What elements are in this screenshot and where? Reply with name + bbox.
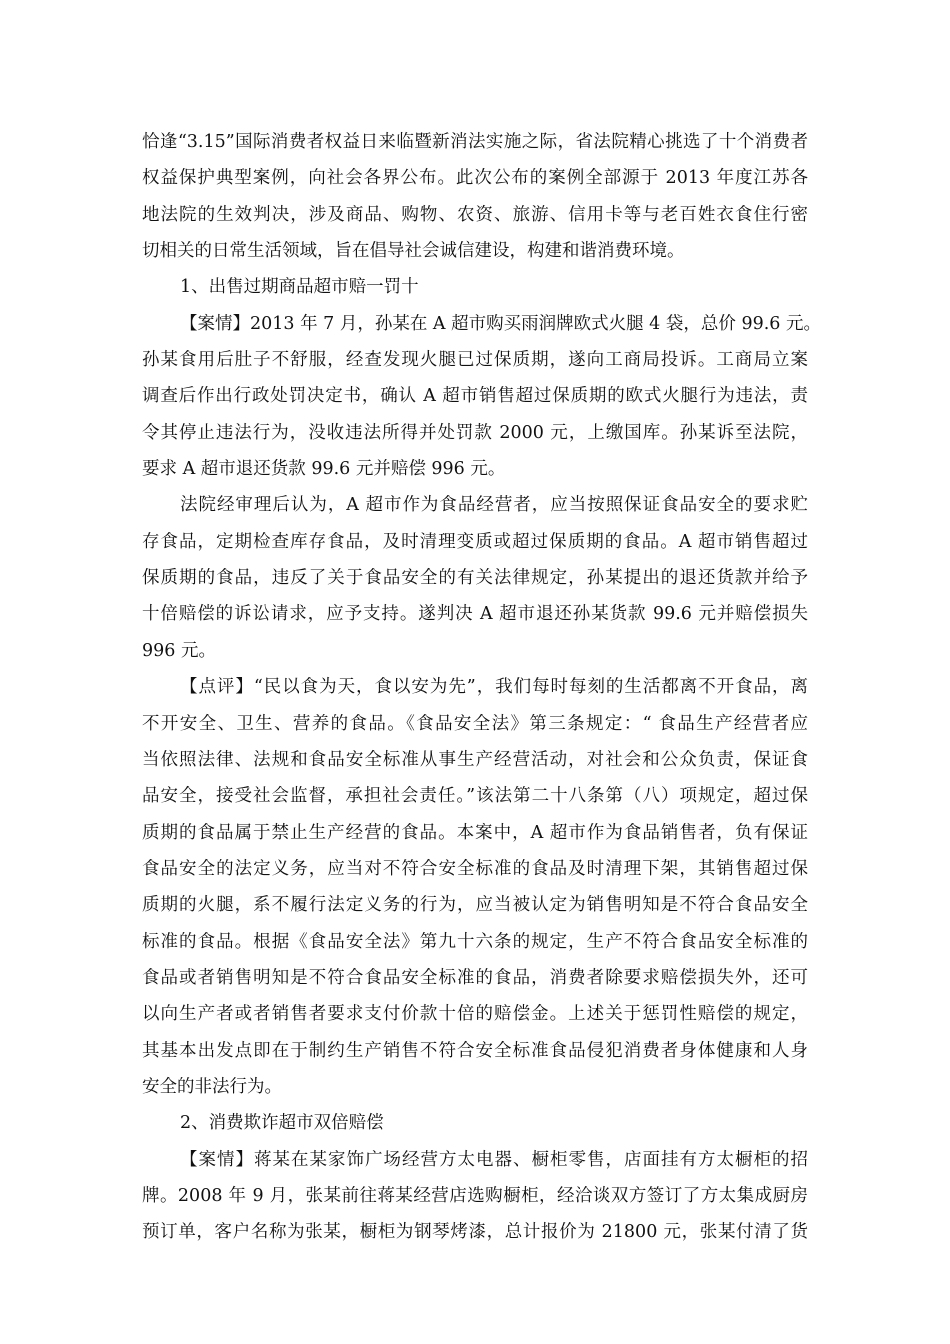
paragraph-line: 孙某食用后肚子不舒服，经查发现火腿已过保质期，遂向工商局投诉。工商局立案 <box>142 350 808 371</box>
paragraph-line: 【案情】蒋某在某家饰广场经营方太电器、橱柜零售，店面挂有方太橱柜的招 <box>180 1149 808 1170</box>
paragraph-line: 食品或者销售明知是不符合食品安全标准的食品，消费者除要求赔偿损失外，还可 <box>142 967 808 988</box>
paragraph-line: 恰逢“3.15”国际消费者权益日来临暨新消法实施之际，省法院精心挑选了十个消费者 <box>142 132 808 152</box>
paragraph-line: 地法院的生效判决，涉及商品、购物、农资、旅游、信用卡等与老百姓衣食住行密 <box>142 204 808 225</box>
paragraph-line: 保质期的食品，违反了关于食品安全的有关法律规定，孙某提出的退还货款并给予 <box>142 568 808 589</box>
paragraph-line: 不开安全、卫生、营养的食品。《食品安全法》第三条规定：“ 食品生产经营者应 <box>142 713 808 734</box>
paragraph-line: 其基本出发点即在于制约生产销售不符合安全标准食品侵犯消费者身体健康和人身 <box>142 1040 808 1061</box>
paragraph-line: 996 元。 <box>142 640 216 661</box>
paragraph-line: 【案情】2013 年 7 月，孙某在 A 超市购买雨润牌欧式火腿 4 袋，总价 99.6 元。 <box>180 313 821 334</box>
paragraph-line: 当依照法律、法规和食品安全标准从事生产经营活动，对社会和公众负责，保证食 <box>142 749 808 770</box>
document-page <box>142 124 821 1251</box>
paragraph-line: 品安全，接受社会监督，承担社会责任。”该法第二十八条第（八）项规定，超过保 <box>142 786 808 807</box>
paragraph-line: 权益保护典型案例，向社会各界公布。此次公布的案例全部源于 2013 年度江苏各 <box>142 168 808 189</box>
paragraph-line: 以向生产者或者销售者要求支付价款十倍的赔偿金。上述关于惩罚性赔偿的规定， <box>142 1004 808 1025</box>
paragraph-line: 标准的食品。根据《食品安全法》第九十六条的规定，生产不符合食品安全标准的 <box>142 931 808 952</box>
section-heading: 2、消费欺诈超市双倍赔偿 <box>180 1113 384 1134</box>
paragraph-line: 切相关的日常生活领域，旨在倡导社会诚信建设，构建和谐消费环境。 <box>142 241 685 262</box>
paragraph-line: 要求 A 超市退还货款 99.6 元并赔偿 996 元。 <box>142 459 506 480</box>
paragraph-line: 令其停止违法行为，没收违法所得并处罚款 2000 元，上缴国库。孙某诉至法院， <box>142 422 808 443</box>
paragraph-line: 法院经审理后认为，A 超市作为食品经营者，应当按照保证食品安全的要求贮 <box>180 495 808 516</box>
paragraph-line: 十倍赔偿的诉讼请求，应予支持。遂判决 A 超市退还孙某货款 99.6 元并赔偿损失 <box>142 604 808 625</box>
paragraph-line: 质期的食品属于禁止生产经营的食品。本案中，A 超市作为食品销售者，负有保证 <box>142 822 808 843</box>
section-heading: 1、出售过期商品超市赔一罚十 <box>180 277 419 298</box>
paragraph-line: 质期的火腿，系不履行法定义务的行为，应当被认定为销售明知是不符合食品安全 <box>142 895 808 916</box>
paragraph-line: 安全的非法行为。 <box>142 1076 282 1097</box>
paragraph-line: 牌。2008 年 9 月，张某前往蒋某经营店选购橱柜，经洽谈双方签订了方太集成厨房 <box>142 1185 808 1206</box>
paragraph-line: 食品安全的法定义务，应当对不符合安全标准的食品及时清理下架，其销售超过保 <box>142 858 808 879</box>
paragraph-line: 调查后作出行政处罚决定书，确认 A 超市销售超过保质期的欧式火腿行为违法，责 <box>142 386 808 407</box>
paragraph-line: 存食品，定期检查库存食品，及时清理变质或超过保质期的食品。A 超市销售超过 <box>142 531 808 552</box>
paragraph-line: 预订单，客户名称为张某，橱柜为钢琴烤漆，总计报价为 21800 元，张某付清了货 <box>142 1222 808 1243</box>
paragraph-line: 【点评】“民以食为天，食以安为先”，我们每时每刻的生活都离不开食品，离 <box>180 677 808 698</box>
